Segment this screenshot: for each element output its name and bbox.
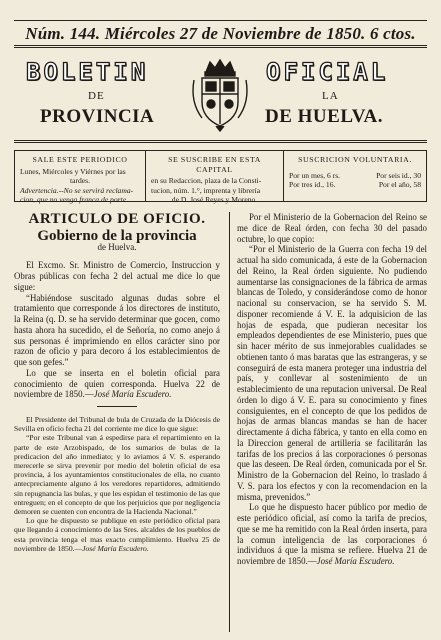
price-item: Por tres id., 16. bbox=[289, 180, 336, 189]
price-item: Por el año, 58 bbox=[378, 180, 421, 189]
paragraph: “Habiéndose suscitado algunas dudas sobre el tratamiento que corresponde á los directores de instituto, la Reina (q. D. se ha servido determinar que gocen, como hasta ahora ha sucedido, el de Señoría, no como anejo á sus personas é imprimiendo en ellos carácter sino por razon de oficio y para decoro á los establecimientos de que son gefes.” bbox=[14, 292, 220, 367]
paragraph bbox=[237, 502, 427, 567]
paragraph-text: Lo que he dispuesto hacer público por medio de este periódico oficial, así como la tarifa de precios, que se me ha remitido con la Real órden inserta, para la comun inteligencia de las corporaciones ó individuos á que la misma se refiere. Huelva 21 de noviembre de 1850.— bbox=[237, 502, 427, 566]
divider bbox=[97, 406, 137, 407]
info-line: tucion, núm. 1.°, imprenta y librería bbox=[151, 185, 261, 195]
info-line: Lunes, Miércoles y Viérnes por las bbox=[20, 166, 126, 176]
title-small-left: DE bbox=[88, 90, 105, 102]
masthead-rule bbox=[14, 45, 427, 46]
paragraph: El Presidente del Tribunal de bula de Cruzada de la Diócesis de Sevilla en oficio fecha 21 del corriente me dice lo que sigue: bbox=[14, 415, 220, 434]
info-box-subscription bbox=[146, 150, 284, 202]
paragraph-text: Lo que he dispuesto se publique en este periódico oficial para que llegando á conocimiento de las Sres. alcaldes de los pueblos de esta provincia tenga el mas exacto cumplimiento. Huelva 25 de noviembre de 1850.— bbox=[14, 516, 220, 553]
masthead-bottom-rule bbox=[14, 140, 427, 141]
info-line: en su Redaccion, plaza de la Consti- bbox=[151, 176, 262, 185]
paragraph: Por el Ministerio de la Gobernacion del Reino se me dice de Real órden, con fecha 30 del pasado octubre, lo que copio: bbox=[237, 212, 427, 244]
section-title: ARTICULO DE OFICIO. bbox=[28, 211, 206, 227]
paragraph: “Por este Tribunal van á espedirse para el repartimiento en la parte de este Arzobispado, de los sumarios de bulas de la predicacion del año inmediato; y lo aviamos á V. S. esperando merecerle se sirva prevenir por medio del boletin oficial de esa provincia, á los ayuntamientos constitucionales de ella, no cuanto antecpreciamente alguno á los veredores repartidores, admitiendo sin repugnancia las bulas, y que les espidan el testimonio de las que entreguen; en el concepto de que los perjuicios que por negligencia demoren se cuenten con encontra de la Hacienda Nacional.” bbox=[14, 433, 220, 517]
paragraph: “Por el Ministerio de la Guerra con fecha 19 del actual ha sido comunicada, á este de la Gobernacion del Reino, la Real órden siguiente. No pudiendo aumentarse las consignaciones de la fábrica de armas blancas de Toledo, y considerándose como de honor nacional su conservacion, se ha servido S. M. disponer recomiende á V. E. la adquisicion de las hojas de espada, que pudieran necesitar los empleados dependientes de ese Ministerio, pues que sin hacer mérito de sus inmejorables cualidades se obtienen tanto ó mas baratas que las estrangeras, y se conseguirá de esta manera proteger una industria del país, y conllevar al sostenimiento de un establecimiento de una reputacion universal. De Real órden lo digo á V. E. para su conocimiento y fines consiguientes, en el concepto de que los pedidos de hojas de armas blancas mandas se han de hacer directamente á dicha fábrica, y tanto en ella como en la Direccion general de artillería se facilitarán las tarifas de los precios á las corporaciones ó personas que las deseen. De Real órden, comunicada por el Sr. Ministro de la Gobernacion del Reino, lo traslado á V. S. para los efectos y con la recomendacion en la misma, prevenidos.” bbox=[237, 244, 427, 502]
info-line: Advertencia.--No se servirá reclama- bbox=[20, 185, 134, 195]
title-word-right: OFICIAL bbox=[266, 58, 389, 86]
info-line: de D. José Reyes y Moreno. bbox=[171, 195, 258, 204]
right-column bbox=[237, 212, 427, 567]
info-box-publication bbox=[14, 150, 146, 202]
government-subtitle: de Huelva. bbox=[97, 241, 137, 252]
signature: José María Escudero. bbox=[82, 543, 149, 553]
left-column bbox=[14, 212, 220, 553]
title-big-left: PROVINCIA bbox=[40, 106, 155, 127]
info-line: tardes. bbox=[69, 176, 91, 185]
paragraph: El Excmo. Sr. Ministro de Comercio, Instruccion y Obras públicas con fecha 2 del actual me dice lo que sigue: bbox=[14, 260, 220, 292]
price-item: Por seis id., 30 bbox=[376, 170, 421, 180]
paragraph-text: Lo que se inserta en el boletin oficial para conocimiento de quien corresponda. Huelva 22 de noviembre de 1850.— bbox=[14, 367, 220, 400]
info-line: cion, que no venga franca de porte. bbox=[20, 195, 128, 204]
info-box-heading: SE SUSCRIBE EN ESTA CAPITAL bbox=[168, 155, 261, 174]
info-box-prices bbox=[284, 150, 427, 202]
royal-crest-icon bbox=[188, 58, 252, 132]
masthead-bottom-rule-double bbox=[14, 142, 427, 143]
column-separator bbox=[229, 212, 230, 632]
government-title: Gobierno de la provincia bbox=[37, 227, 197, 244]
title-small-right: LA bbox=[322, 90, 339, 102]
title-word-left: BOLETIN bbox=[26, 58, 149, 86]
price-item: Por un mes, 6 rs. bbox=[289, 170, 341, 180]
info-box-heading: SUSCRICION VOLUNTARIA. bbox=[298, 155, 412, 164]
title-big-right: DE HUELVA. bbox=[265, 106, 383, 127]
top-rule bbox=[14, 20, 427, 21]
paragraph bbox=[14, 516, 220, 553]
signature: José María Escudero. bbox=[316, 556, 395, 566]
issue-line: Núm. 144. Miércoles 27 de Noviembre de 1850. 6 ctos. bbox=[25, 24, 416, 43]
masthead-rule-double bbox=[14, 47, 427, 48]
signature: José María Escudero. bbox=[93, 389, 172, 400]
paragraph bbox=[14, 368, 220, 400]
info-box-heading: SALE ESTE PERIODICO bbox=[32, 155, 128, 164]
